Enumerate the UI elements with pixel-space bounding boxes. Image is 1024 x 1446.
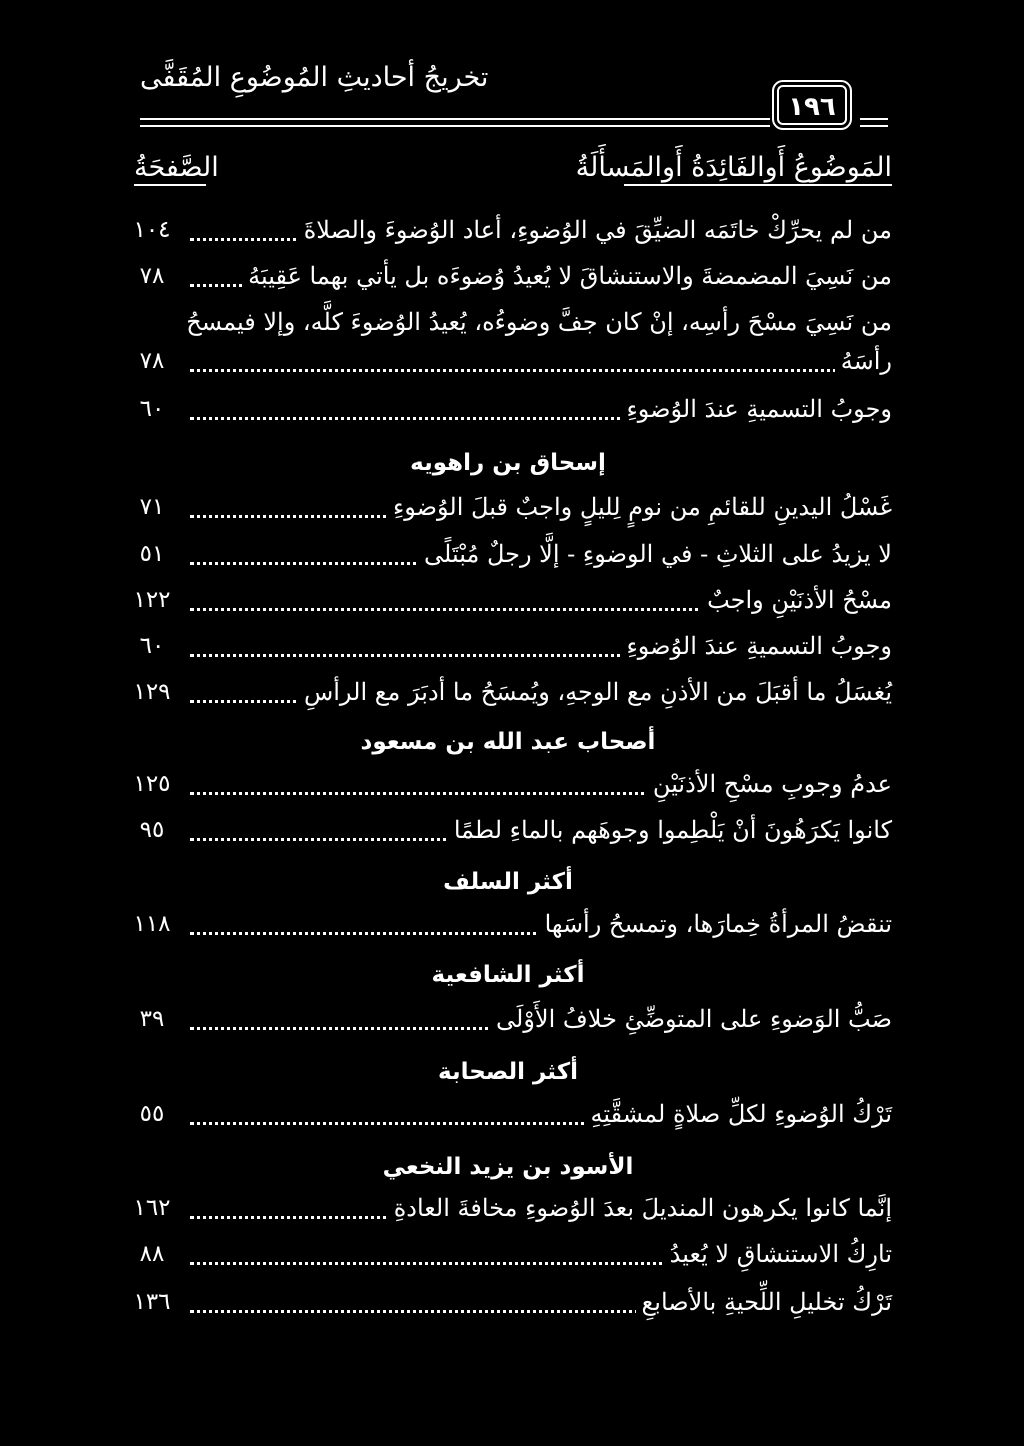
column-header-page: الصَّفحَةُ (134, 152, 219, 183)
index-entry (124, 760, 892, 808)
dot-leader (190, 369, 892, 372)
entry-text: وجوبُ التسميةِ عندَ الوُضوءِ (620, 385, 892, 433)
column-header-rule (624, 184, 892, 186)
index-entry (124, 806, 892, 854)
entry-text: يُغسَلُ ما أقبَلَ من الأذنِ مع الوجهِ، ويُمسَحُ ما أدبَرَ مع الرأسِ (298, 668, 892, 716)
index-entry (124, 252, 892, 300)
section-heading: إسحاق بن راهويه (410, 450, 606, 476)
header-rule (140, 125, 770, 127)
entry-text: مسْحُ الأذنَيْنِ واجبٌ (701, 576, 892, 624)
entry-page-number: ١٦٢ (133, 1195, 171, 1221)
entry-page-number: ٦٠ (139, 396, 165, 422)
column-header-topic: المَوضُوعُ أَوالفَائِدَةُ أَوالمَسأَلَةُ (575, 152, 892, 183)
entry-page-number: ٩٥ (139, 817, 165, 843)
index-entry (124, 995, 892, 1043)
section-heading: أكثر الصحابة (438, 1059, 578, 1085)
index-entry (124, 576, 892, 624)
index-entry (124, 337, 892, 385)
entry-page-number: ٣٩ (139, 1006, 165, 1032)
entry-text: وجوبُ التسميةِ عندَ الوُضوءِ (620, 622, 892, 670)
entry-text: صَبُّ الوَضوءِ على المتوضِّئِ خلافُ الأَوْلَى (490, 995, 892, 1043)
entry-text: إنَّما كانوا يكرهون المنديلَ بعدَ الوُضوءِ مخافةَ العادةِ (388, 1184, 892, 1232)
index-entry (124, 622, 892, 670)
header-rule (860, 118, 888, 120)
entry-text: كانوا يَكرَهُونَ أنْ يَلْطِموا وجوهَهم بالماءِ لطمًا (448, 806, 892, 854)
header-rule (860, 125, 888, 127)
index-entry (124, 1184, 892, 1232)
section-heading: الأسود بن يزيد النخعي (382, 1154, 634, 1180)
page-number: ١٩٦ (777, 85, 847, 125)
entry-text: من لم يحرِّكْ خاتَمَه الضيِّقَ في الوُضوءِ، أعاد الوُضوءَ والصلاةَ (298, 206, 892, 254)
index-entry (124, 1090, 892, 1138)
entry-text: من نَسِيَ المضمضةَ والاستنشاقَ لا يُعيدُ وُضوءَه بل يأتي بهما عَقِيبَهُ (242, 252, 892, 300)
entry-text: تَرْكُ الوُضوءِ لكلِّ صلاةٍ لمشقَّتِهِ (584, 1090, 892, 1138)
entry-page-number: ١٠٤ (133, 217, 171, 243)
index-entry (124, 668, 892, 716)
entry-text: تنقضُ المرأةُ خِمارَها، وتمسحُ رأسَها (539, 900, 892, 948)
entry-text: رأسَهُ (835, 337, 892, 385)
section-heading: أصحاب عبد الله بن مسعود (360, 729, 656, 755)
index-entry (124, 385, 892, 433)
index-entry (124, 1230, 892, 1278)
entry-text: عدمُ وجوبِ مسْحِ الأذنَيْنِ (647, 760, 892, 808)
entry-page-number: ٦٠ (139, 633, 165, 659)
running-header-title: تخريجُ أحاديثِ المُوضُوعِ المُقَفَّى (140, 62, 489, 93)
section-heading: أكثر السلف (443, 869, 573, 895)
entry-page-number: ٥٥ (139, 1101, 165, 1127)
entry-page-number: ١٢٩ (133, 679, 171, 705)
index-entry (124, 206, 892, 254)
entry-page-number: ٧١ (139, 494, 165, 520)
header-rule (140, 118, 770, 120)
column-header-rule (134, 184, 206, 186)
index-entry (124, 900, 892, 948)
entry-text: غَسْلُ اليدينِ للقائمِ من نومٍ لِليلٍ واجبٌ قبلَ الوُضوءِ (387, 483, 892, 531)
entry-page-number: ١٢٥ (133, 771, 171, 797)
entry-page-number: ١٣٦ (133, 1289, 171, 1315)
entry-text: من نَسِيَ مسْحَ رأسِه، إنْ كان جفَّ وضوءُه، يُعيدُ الوُضوءَ كلَّه، وإلا فيمسحُ (186, 298, 892, 346)
entry-page-number: ٧٨ (139, 348, 165, 374)
entry-page-number: ١٢٢ (133, 587, 171, 613)
entry-text: تَرْكُ تخليلِ اللِّحيةِ بالأصابعِ (636, 1278, 892, 1326)
section-heading: أكثر الشافعية (431, 962, 585, 988)
entry-text: لا يزيدُ على الثلاثِ - في الوضوءِ - إلَّا رجلٌ مُبْتَلًى (418, 530, 892, 578)
entry-page-number: ١١٨ (133, 911, 171, 937)
entry-page-number: ٨٨ (139, 1241, 165, 1267)
index-entry (124, 530, 892, 578)
entry-page-number: ٧٨ (139, 263, 165, 289)
entry-text: تارِكُ الاستنشاقِ لا يُعيدُ (664, 1230, 892, 1278)
index-entry (124, 483, 892, 531)
entry-page-number: ٥١ (139, 541, 165, 567)
index-entry (124, 1278, 892, 1326)
